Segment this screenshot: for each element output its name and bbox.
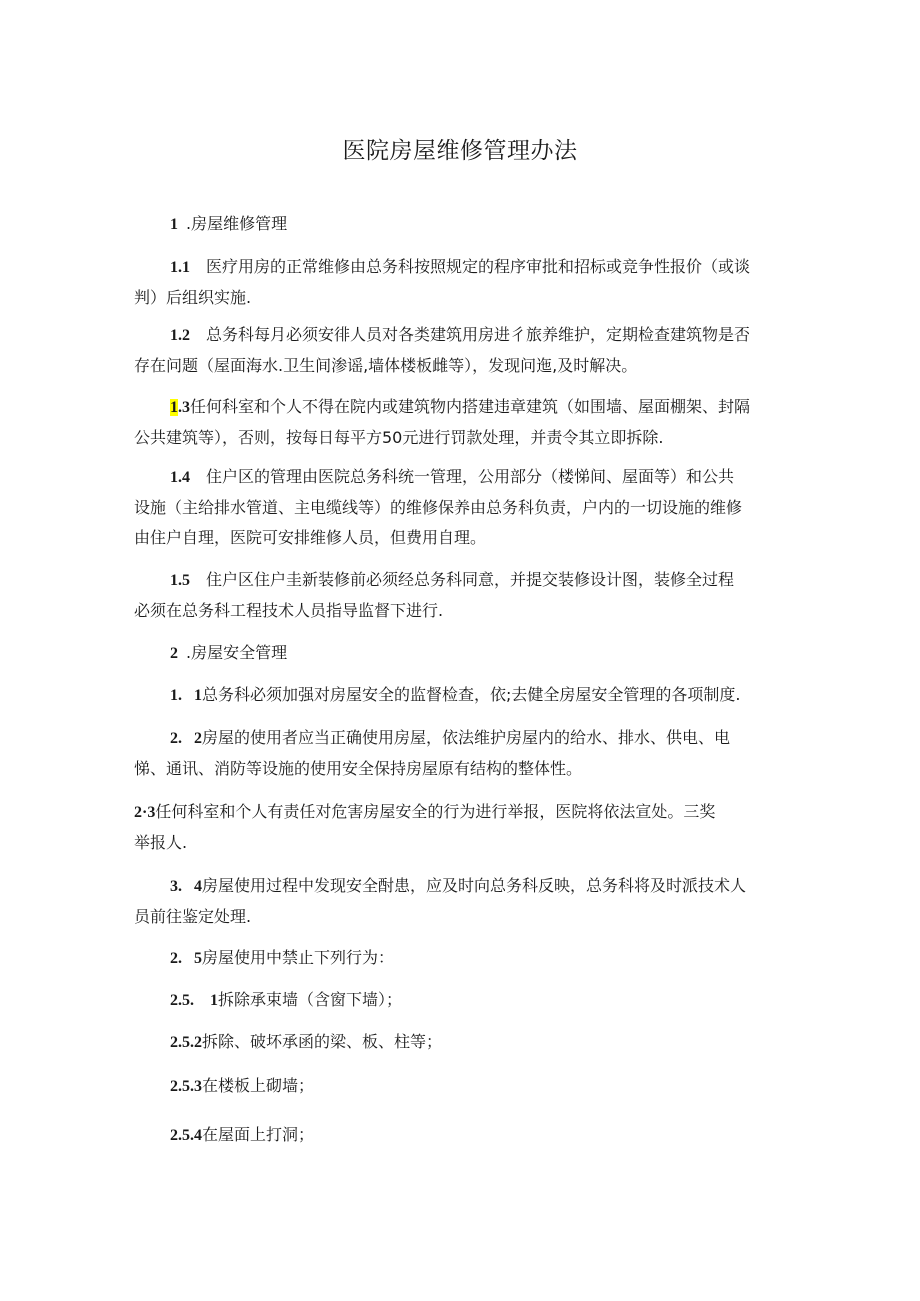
clause-2-2 <box>134 723 794 784</box>
highlight-mark: 1 <box>170 399 178 416</box>
clause-text: 判）后组织实施. <box>134 288 252 307</box>
clause-text: 在楼板上砌墙； <box>202 1076 315 1095</box>
clause-text: 拆除、破坏承函的梁、板、柱等； <box>202 1032 443 1051</box>
clause-text: 在屋面上打洞； <box>202 1125 315 1144</box>
section-heading-2 <box>134 638 794 669</box>
clause-2-5-2 <box>134 1027 794 1058</box>
para-line <box>134 828 794 858</box>
clause-text: 举报人. <box>134 833 188 852</box>
clause-text: 由住户自理，医院可安排维修人员，但费用自理。 <box>134 528 487 547</box>
clause-1-1 <box>134 252 794 313</box>
clause-number: 1.4 <box>170 469 206 486</box>
para-line <box>134 1071 794 1102</box>
clause-number: 1.3 <box>170 399 190 416</box>
clause-text: 总务科必须加强对房屋安全的监督检查，依;去健全房屋安全管理的各项制度. <box>202 685 741 704</box>
para-line <box>134 493 794 523</box>
para-line <box>134 320 794 351</box>
para-line <box>134 423 794 453</box>
clause-text: 任何科室和个人不得在院内或建筑物内搭建违章建筑（如围墙、屋面棚架、封隔 <box>190 397 751 416</box>
clause-2-5-3 <box>134 1071 794 1102</box>
para-line <box>134 523 794 553</box>
clause-number: 1. 1 <box>170 687 202 704</box>
clause-text: 公共建筑等），否则，按每日每平方50元进行罚款处理，并责令其立即拆除. <box>134 428 664 447</box>
clause-1-4 <box>134 462 794 553</box>
clause-2-5-4 <box>134 1120 794 1151</box>
clause-text: 拆除承束墙（含窗下墙）； <box>218 990 403 1009</box>
clause-text: 设施（主给排水管道、主电缆线等）的维修保养由总务科负责，户内的一切设施的维修 <box>134 498 743 517</box>
para-line <box>134 871 794 902</box>
clause-number: 2. 5 <box>170 950 202 967</box>
para-line <box>134 209 794 240</box>
clause-number: 2·3 <box>134 804 156 821</box>
para-line <box>134 985 794 1016</box>
para-line <box>134 565 794 596</box>
clause-text: 任何科室和个人有责任对危害房屋安全的行为进行举报，医院将依法宣处。三奖 <box>155 802 716 821</box>
clause-text: 房屋的使用者应当正确使用房屋，依法维护房屋内的给水、排水、供电、电 <box>202 728 731 747</box>
clause-number: 2 <box>170 645 186 662</box>
clause-2-4 <box>134 871 794 932</box>
para-line <box>134 638 794 669</box>
para-line <box>134 252 794 283</box>
clause-number: 2.5.4 <box>170 1127 202 1144</box>
document-title: 医院房屋维修管理办法 <box>342 138 578 164</box>
clause-text: 住户区的管理由医院总务科统一管理，公用部分（楼悌间、屋面等）和公共 <box>206 467 735 486</box>
clause-number: 2. 2 <box>170 730 202 747</box>
clause-number: 2.5.2 <box>170 1034 202 1051</box>
clause-2-3 <box>134 797 794 858</box>
para-line <box>134 392 794 423</box>
clause-text: 悌、通讯、消防等设施的使用安全保持房屋原有结构的整体性。 <box>134 759 583 778</box>
section-heading-1 <box>134 209 794 240</box>
clause-1-2 <box>134 320 794 381</box>
clause-number: 1 <box>170 216 186 233</box>
clause-text: 必须在总务科工程技术人员指导监督下进行. <box>134 601 444 620</box>
clause-number: 2.5.3 <box>170 1078 202 1095</box>
clause-number: 3. 4 <box>170 878 202 895</box>
para-line <box>134 723 794 754</box>
clause-1-3 <box>134 392 794 453</box>
para-line <box>134 462 794 493</box>
para-line <box>134 596 794 626</box>
para-line <box>134 283 794 313</box>
clause-1-5 <box>134 565 794 626</box>
clause-text: 医疗用房的正常维修由总务科按照规定的程序审批和招标或竞争性报价（或谈 <box>206 257 751 276</box>
clause-text: 存在问题（屋面海水.卫生间渗谣,墙体楼板雌等），发现问迤,及时解决。 <box>134 356 638 375</box>
clause-number: 1.1 <box>170 259 206 276</box>
clause-text: 房屋使用中禁止下列行为： <box>202 948 395 967</box>
para-line <box>134 1027 794 1058</box>
clause-text: 总务科每月必须安徘人员对各类建筑用房进彳旅养维护，定期检查建筑物是否 <box>206 325 751 344</box>
clause-number: 2.5. 1 <box>170 992 218 1009</box>
para-line <box>134 680 794 711</box>
clause-number: 1.5 <box>170 572 206 589</box>
clause-text: .房屋维修管理 <box>186 214 288 233</box>
para-line <box>134 351 794 381</box>
clause-2-5-1 <box>134 985 794 1016</box>
clause-text: 房屋使用过程中发现安全酎患，应及时向总务科反映，总务科将及时派技术人 <box>202 876 747 895</box>
clause-2-5 <box>134 943 794 974</box>
clause-text: 员前往鉴定处理. <box>134 907 252 926</box>
clause-number: 1.2 <box>170 327 206 344</box>
para-line <box>134 797 794 828</box>
clause-2-1 <box>134 680 794 711</box>
para-line <box>134 943 794 974</box>
para-line <box>134 754 794 784</box>
clause-text: 住户区住户圭新装修前必须经总务科同意，并提交装修设计图，装修全过程 <box>206 570 735 589</box>
clause-text: .房屋安全管理 <box>186 643 288 662</box>
para-line <box>134 1120 794 1151</box>
para-line <box>134 902 794 932</box>
